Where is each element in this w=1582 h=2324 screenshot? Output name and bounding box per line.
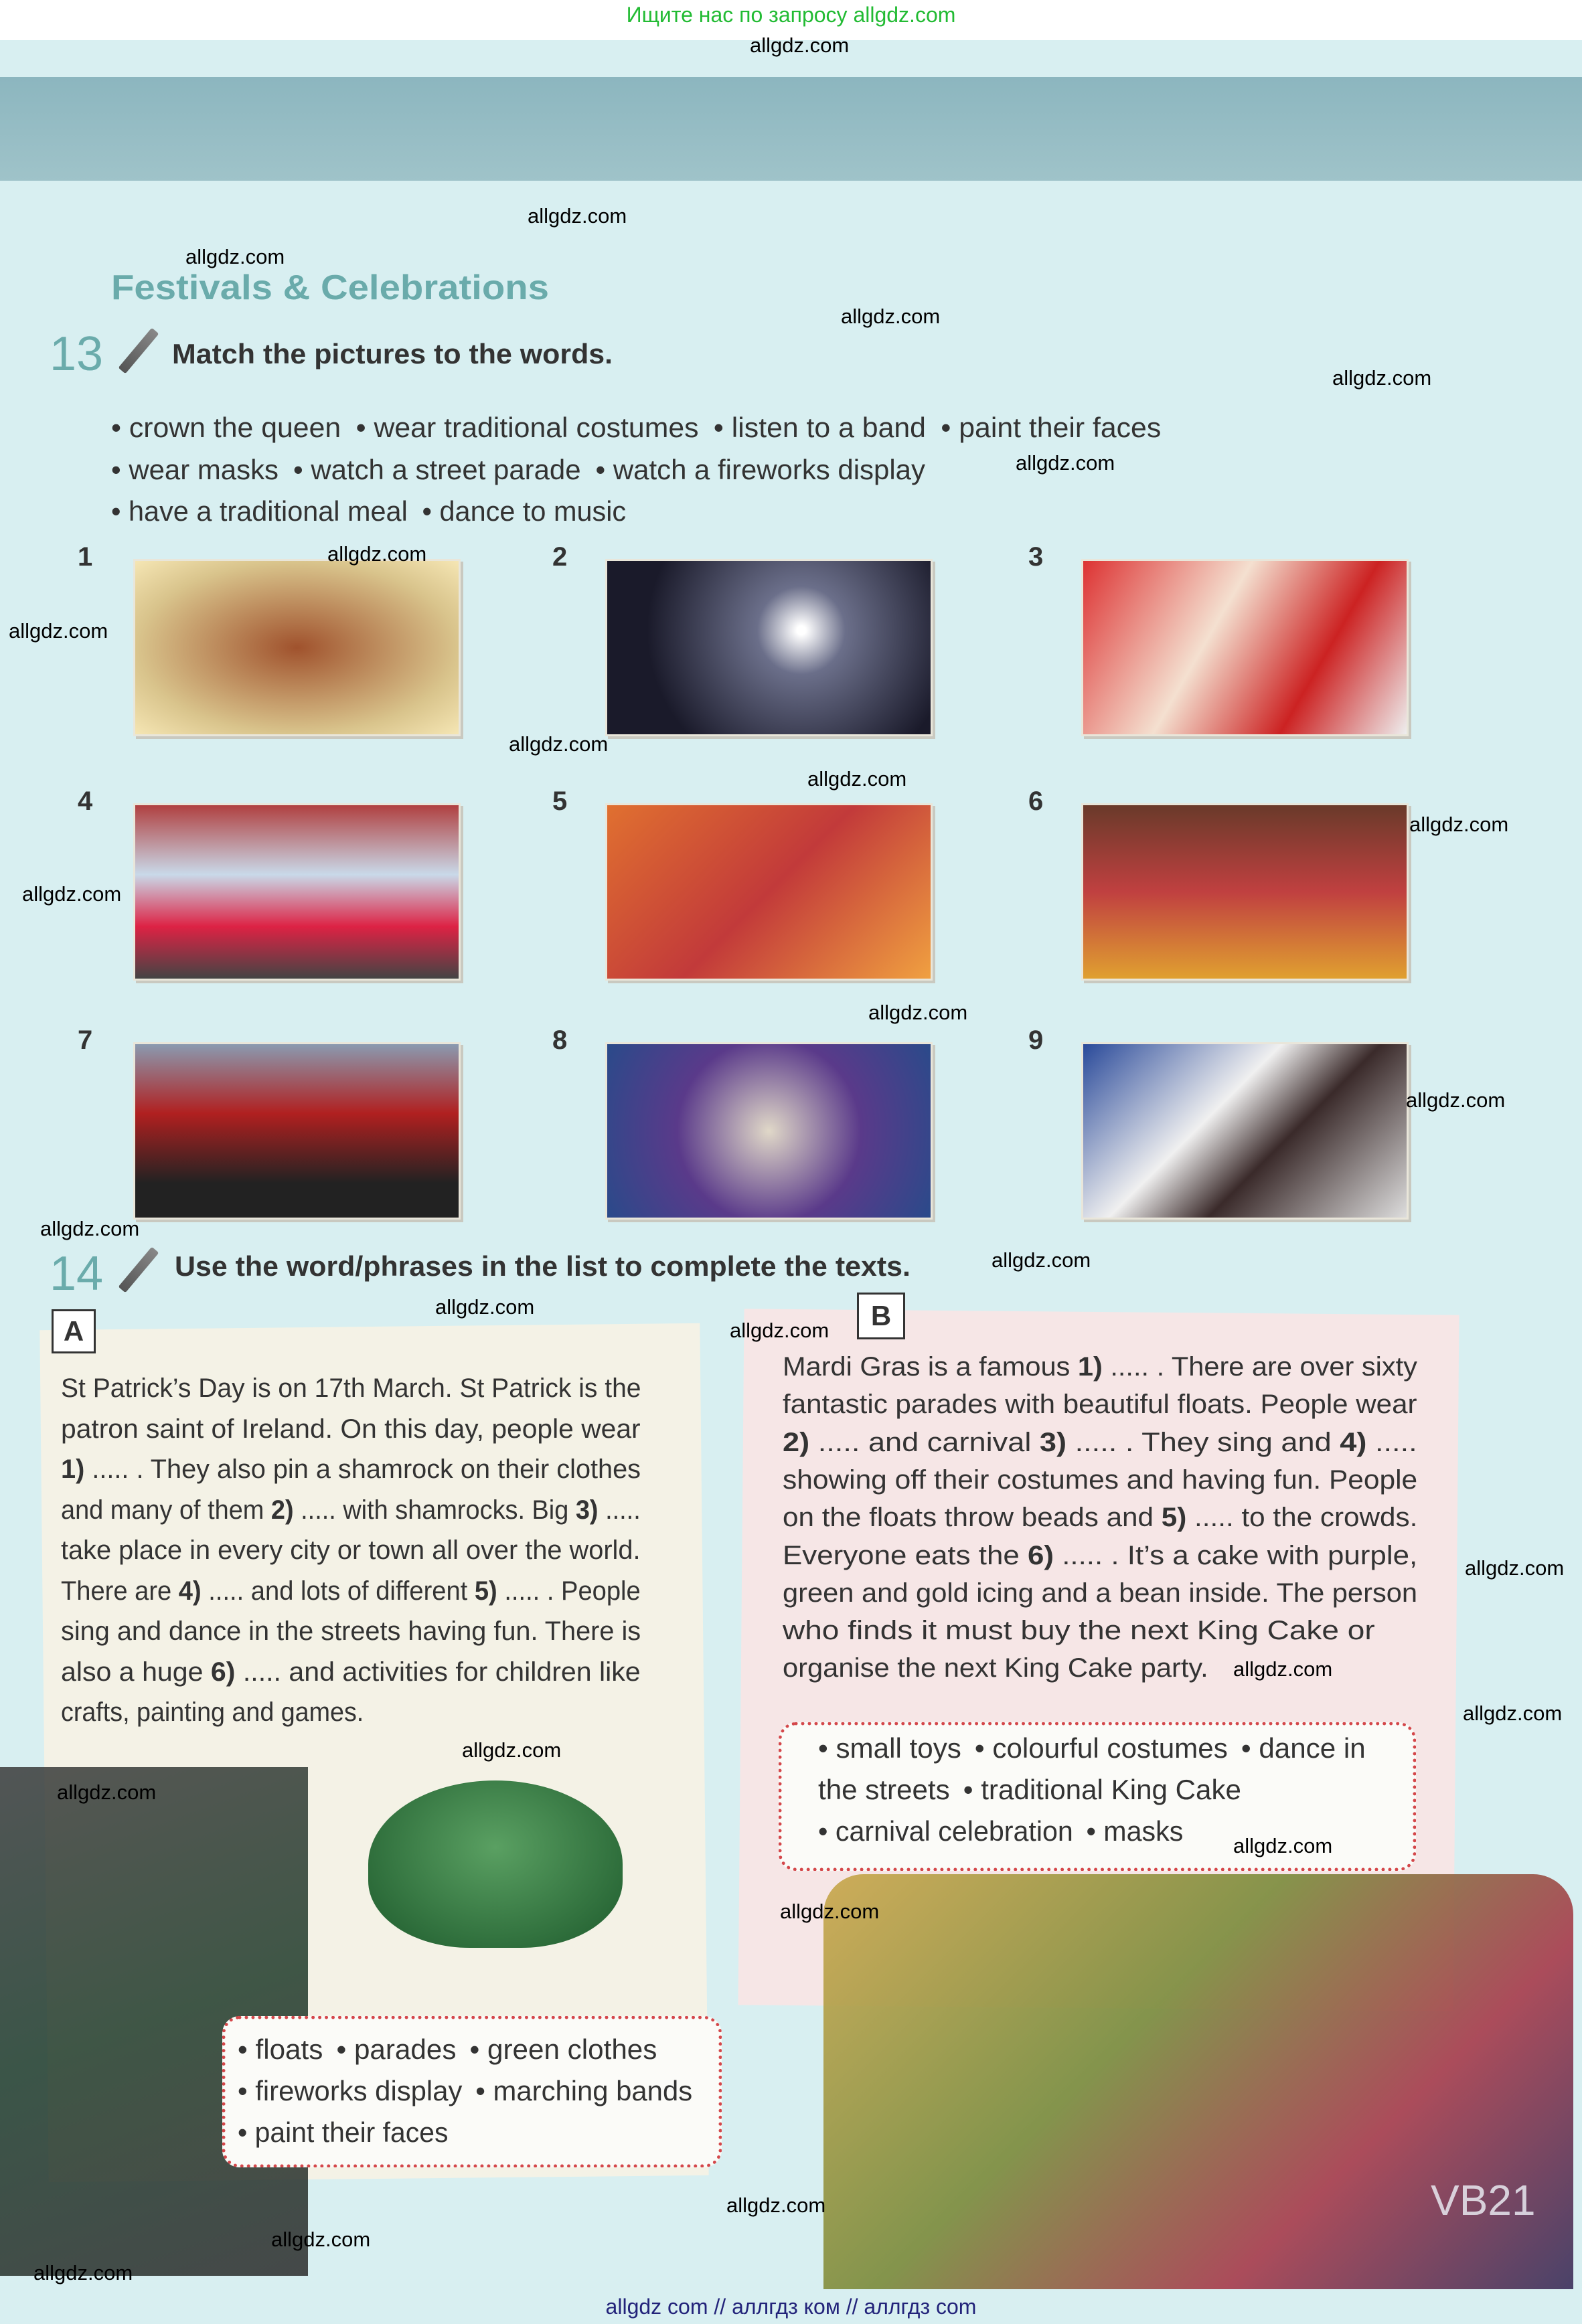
word-list-line — [238, 2075, 706, 2107]
word-option: • watch a street parade — [293, 454, 581, 485]
watermark: allgdz.com — [1233, 1834, 1333, 1857]
text-line: also a huge 6) ..... and activities for children like — [61, 1657, 641, 1687]
word-option: • small toys — [818, 1732, 961, 1764]
picture-painted-faces — [1081, 559, 1409, 736]
word-list-line — [111, 495, 641, 527]
picture-marching-band — [133, 1042, 461, 1220]
word-list-line — [818, 1774, 1255, 1806]
text-line: crafts, painting and games. — [61, 1697, 364, 1727]
word-list-line — [818, 1732, 1379, 1764]
watermark: allgdz.com — [271, 2228, 371, 2251]
word-option: • paint their faces — [941, 412, 1162, 443]
watermark: allgdz.com — [22, 882, 122, 906]
word-option: • watch a fireworks display — [595, 454, 925, 485]
watermark: allgdz.com — [780, 1900, 880, 1923]
watermark: allgdz.com — [1332, 366, 1432, 390]
page-number: VB21 — [1431, 2176, 1536, 2224]
word-list-line — [111, 454, 940, 486]
page-banner — [0, 77, 1582, 181]
word-option: • paint their faces — [238, 2116, 449, 2148]
picture-number: 5 — [552, 786, 568, 816]
text-line: St Patrick’s Day is on 17th March. St Patrick is the — [61, 1374, 641, 1403]
word-list-line — [111, 412, 1176, 444]
watermark: allgdz.com — [1233, 1657, 1333, 1681]
text-line: sing and dance in the streets having fun. There is — [61, 1616, 641, 1646]
word-option: • floats — [238, 2033, 323, 2065]
watermark: allgdz.com — [57, 1780, 157, 1804]
watermark: allgdz.com — [1465, 1556, 1565, 1580]
text-b-label: B — [857, 1293, 905, 1339]
word-option: the streets — [818, 1774, 950, 1805]
word-option: • fireworks display — [238, 2075, 463, 2106]
picture-number: 1 — [78, 542, 93, 572]
word-option: • traditional King Cake — [963, 1774, 1241, 1805]
search-hint: Ищите нас по запросу allgdz.com — [626, 3, 956, 27]
picture-number: 4 — [78, 786, 93, 816]
picture-street-parade — [605, 803, 933, 981]
text-line: 2) ..... and carnival 3) ..... . They sing and 4) ..... — [783, 1427, 1417, 1457]
watermark: allgdz.com — [33, 2261, 133, 2285]
word-option: • masks — [1086, 1815, 1184, 1847]
text-line: patron saint of Ireland. On this day, people wear — [61, 1414, 641, 1444]
word-option: • dance to music — [422, 495, 627, 527]
watermark: allgdz.com — [841, 305, 941, 328]
text-line: take place in every city or town all over the world. — [61, 1536, 641, 1565]
word-option: • colourful costumes — [974, 1732, 1228, 1764]
watermark: allgdz.com — [9, 619, 108, 643]
watermark: allgdz.com — [1409, 813, 1509, 836]
picture-dancers — [1081, 803, 1409, 981]
text-line: who finds it must buy the next King Cake or — [783, 1616, 1375, 1646]
green-hat-image — [368, 1780, 623, 1948]
text-a-label: A — [52, 1309, 96, 1353]
watermark: allgdz.com — [509, 732, 609, 756]
watermark: allgdz.com — [1463, 1702, 1563, 1725]
text-line: There are 4) ..... and lots of different 5) ..... . People — [61, 1576, 641, 1606]
pencil-icon — [118, 328, 159, 374]
text-line: fantastic parades with beautiful floats. People wear — [783, 1390, 1417, 1420]
watermark: allgdz.com — [992, 1248, 1091, 1272]
text-line: green and gold icing and a bean inside. The person — [783, 1578, 1418, 1608]
text-line: 1) ..... . They also pin a shamrock on their clothes — [61, 1455, 641, 1484]
picture-number: 9 — [1028, 1025, 1044, 1055]
picture-mask — [605, 1042, 933, 1220]
mardi-gras-float-photo — [823, 1874, 1573, 2289]
word-option: • carnival celebration — [818, 1815, 1073, 1847]
watermark: allgdz.com — [868, 1001, 968, 1024]
word-list-line — [238, 2116, 461, 2149]
word-option: • parades — [336, 2033, 457, 2065]
text-line: showing off their costumes and having fun. People — [783, 1465, 1418, 1495]
picture-roast-turkey — [133, 559, 461, 736]
word-option: • wear traditional costumes — [355, 412, 699, 443]
picture-number: 6 — [1028, 786, 1044, 816]
picture-number: 8 — [552, 1025, 568, 1055]
picture-queen-crowned — [1081, 1042, 1409, 1220]
picture-number: 3 — [1028, 542, 1044, 572]
watermark: allgdz.com — [1016, 451, 1115, 475]
exercise-14-instruction: Use the word/phrases in the list to complete the texts. — [175, 1250, 911, 1282]
word-option: • wear masks — [111, 454, 279, 485]
text-line: organise the next King Cake party. — [783, 1653, 1208, 1683]
word-option: • listen to a band — [713, 412, 926, 443]
word-option: • have a traditional meal — [111, 495, 408, 527]
exercise-14-number: 14 — [50, 1247, 104, 1301]
picture-traditional-costumes — [133, 803, 461, 981]
text-line: on the floats throw beads and 5) ..... to the crowds. — [783, 1503, 1418, 1533]
picture-number: 2 — [552, 542, 568, 572]
watermark: allgdz.com — [730, 1319, 829, 1342]
watermark: allgdz.com — [327, 542, 427, 566]
watermark: allgdz.com — [1406, 1088, 1506, 1112]
bottom-note: allgdz com // аллгдз ком // аллгдз com — [605, 2295, 977, 2319]
watermark: allgdz.com — [750, 33, 850, 57]
watermark: allgdz.com — [528, 204, 627, 228]
word-option: • crown the queen — [111, 412, 341, 443]
section-title: Festivals & Celebrations — [111, 268, 549, 307]
picture-number: 7 — [78, 1025, 93, 1055]
word-list-line — [238, 2033, 670, 2066]
exercise-13-number: 13 — [50, 327, 104, 381]
text-line: and many of them 2) ..... with shamrocks. Big 3) ..... — [61, 1495, 641, 1525]
pencil-icon — [118, 1247, 159, 1293]
exercise-13-instruction: Match the pictures to the words. — [172, 338, 613, 369]
word-list-line — [818, 1815, 1196, 1847]
word-option: • dance in — [1241, 1732, 1366, 1764]
watermark: allgdz.com — [807, 767, 907, 791]
word-option: • green clothes — [469, 2033, 657, 2065]
word-option: • marching bands — [475, 2075, 693, 2106]
watermark: allgdz.com — [185, 245, 285, 268]
picture-fireworks — [605, 559, 933, 736]
text-line: Everyone eats the 6) ..... . It’s a cake with purple, — [783, 1540, 1418, 1570]
text-line: Mardi Gras is a famous 1) ..... . There are over sixty — [783, 1352, 1417, 1382]
watermark: allgdz.com — [435, 1295, 535, 1319]
watermark: allgdz.com — [462, 1738, 562, 1762]
watermark: allgdz.com — [726, 2193, 826, 2217]
watermark: allgdz.com — [40, 1217, 140, 1240]
